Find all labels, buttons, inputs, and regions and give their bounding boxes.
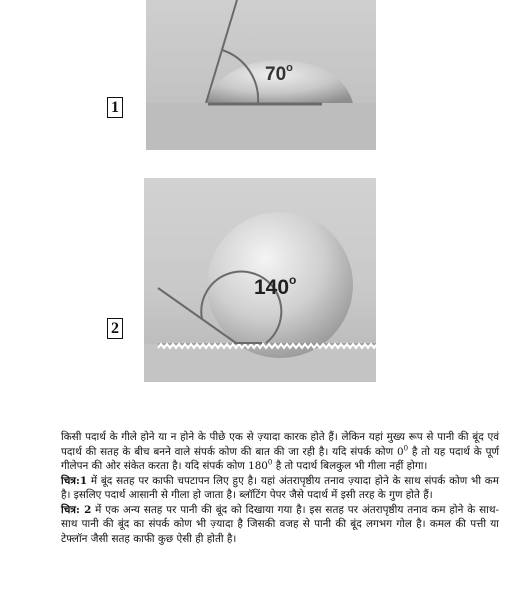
paragraph-3: चित्र: 2 में एक अन्य सतह पर पानी की बूंद को दिखाया गया है। इस सतह पर अंतरापृष्ठीय तनाव कम होने के साथ-साथ पानी की बूंद का संपर्क कोण भी ज़्यादा है जिसकी वजह से पानी की बूंद लगभग गोल है। कमल की पत्ती या टेफ्लॉन जैसी सतह काफी कुछ ऐसी ही होती है। [61,503,499,545]
figure-1-reference: चित्र:1 [61,474,88,487]
body-text [61,430,499,546]
paragraph-2: चित्र:1 में बूंद सतह पर काफी चपटापन लिए हुए है। यहां अंतरापृष्ठीय तनाव ज़्यादा होने के साथ संपर्क कोण भी कम है। इसलिए पदार्थ आसानी से गीला हो जाता है। ब्लॉटिंग पेपर जैसे पदार्थ में इसी तरह के गुण होते हैं। [61,474,499,501]
figure-1-droplet-70 [146,0,376,150]
paragraph-1: किसी पदार्थ के गीले होने या न होने के पीछे एक से ज़्यादा कारक होते हैं। लेकिन यहां मुख्य रूप से पानी की बूंद एवं पदार्थ की सतह के बीच बनने वाले संपर्क कोण की बात की जा रही है। यदि संपर्क कोण $0^0$ है तो यह पदार्थ के पूर्ण गीलेपन की ओर संकेत करता है। यदि संपर्क कोण $180^0$ है तो पदार्थ बिलकुल भी गीला नहीं होगा। [61,431,499,472]
figure-2-droplet-140 [144,178,376,382]
figure-2-reference: चित्र: 2 [61,503,92,516]
figure-1-number: 1 [107,97,123,118]
figure-2-number: 2 [107,318,123,339]
angle-label-1: 70$^o$ [265,62,293,85]
angle-label-2: 140$^o$ [254,273,297,299]
